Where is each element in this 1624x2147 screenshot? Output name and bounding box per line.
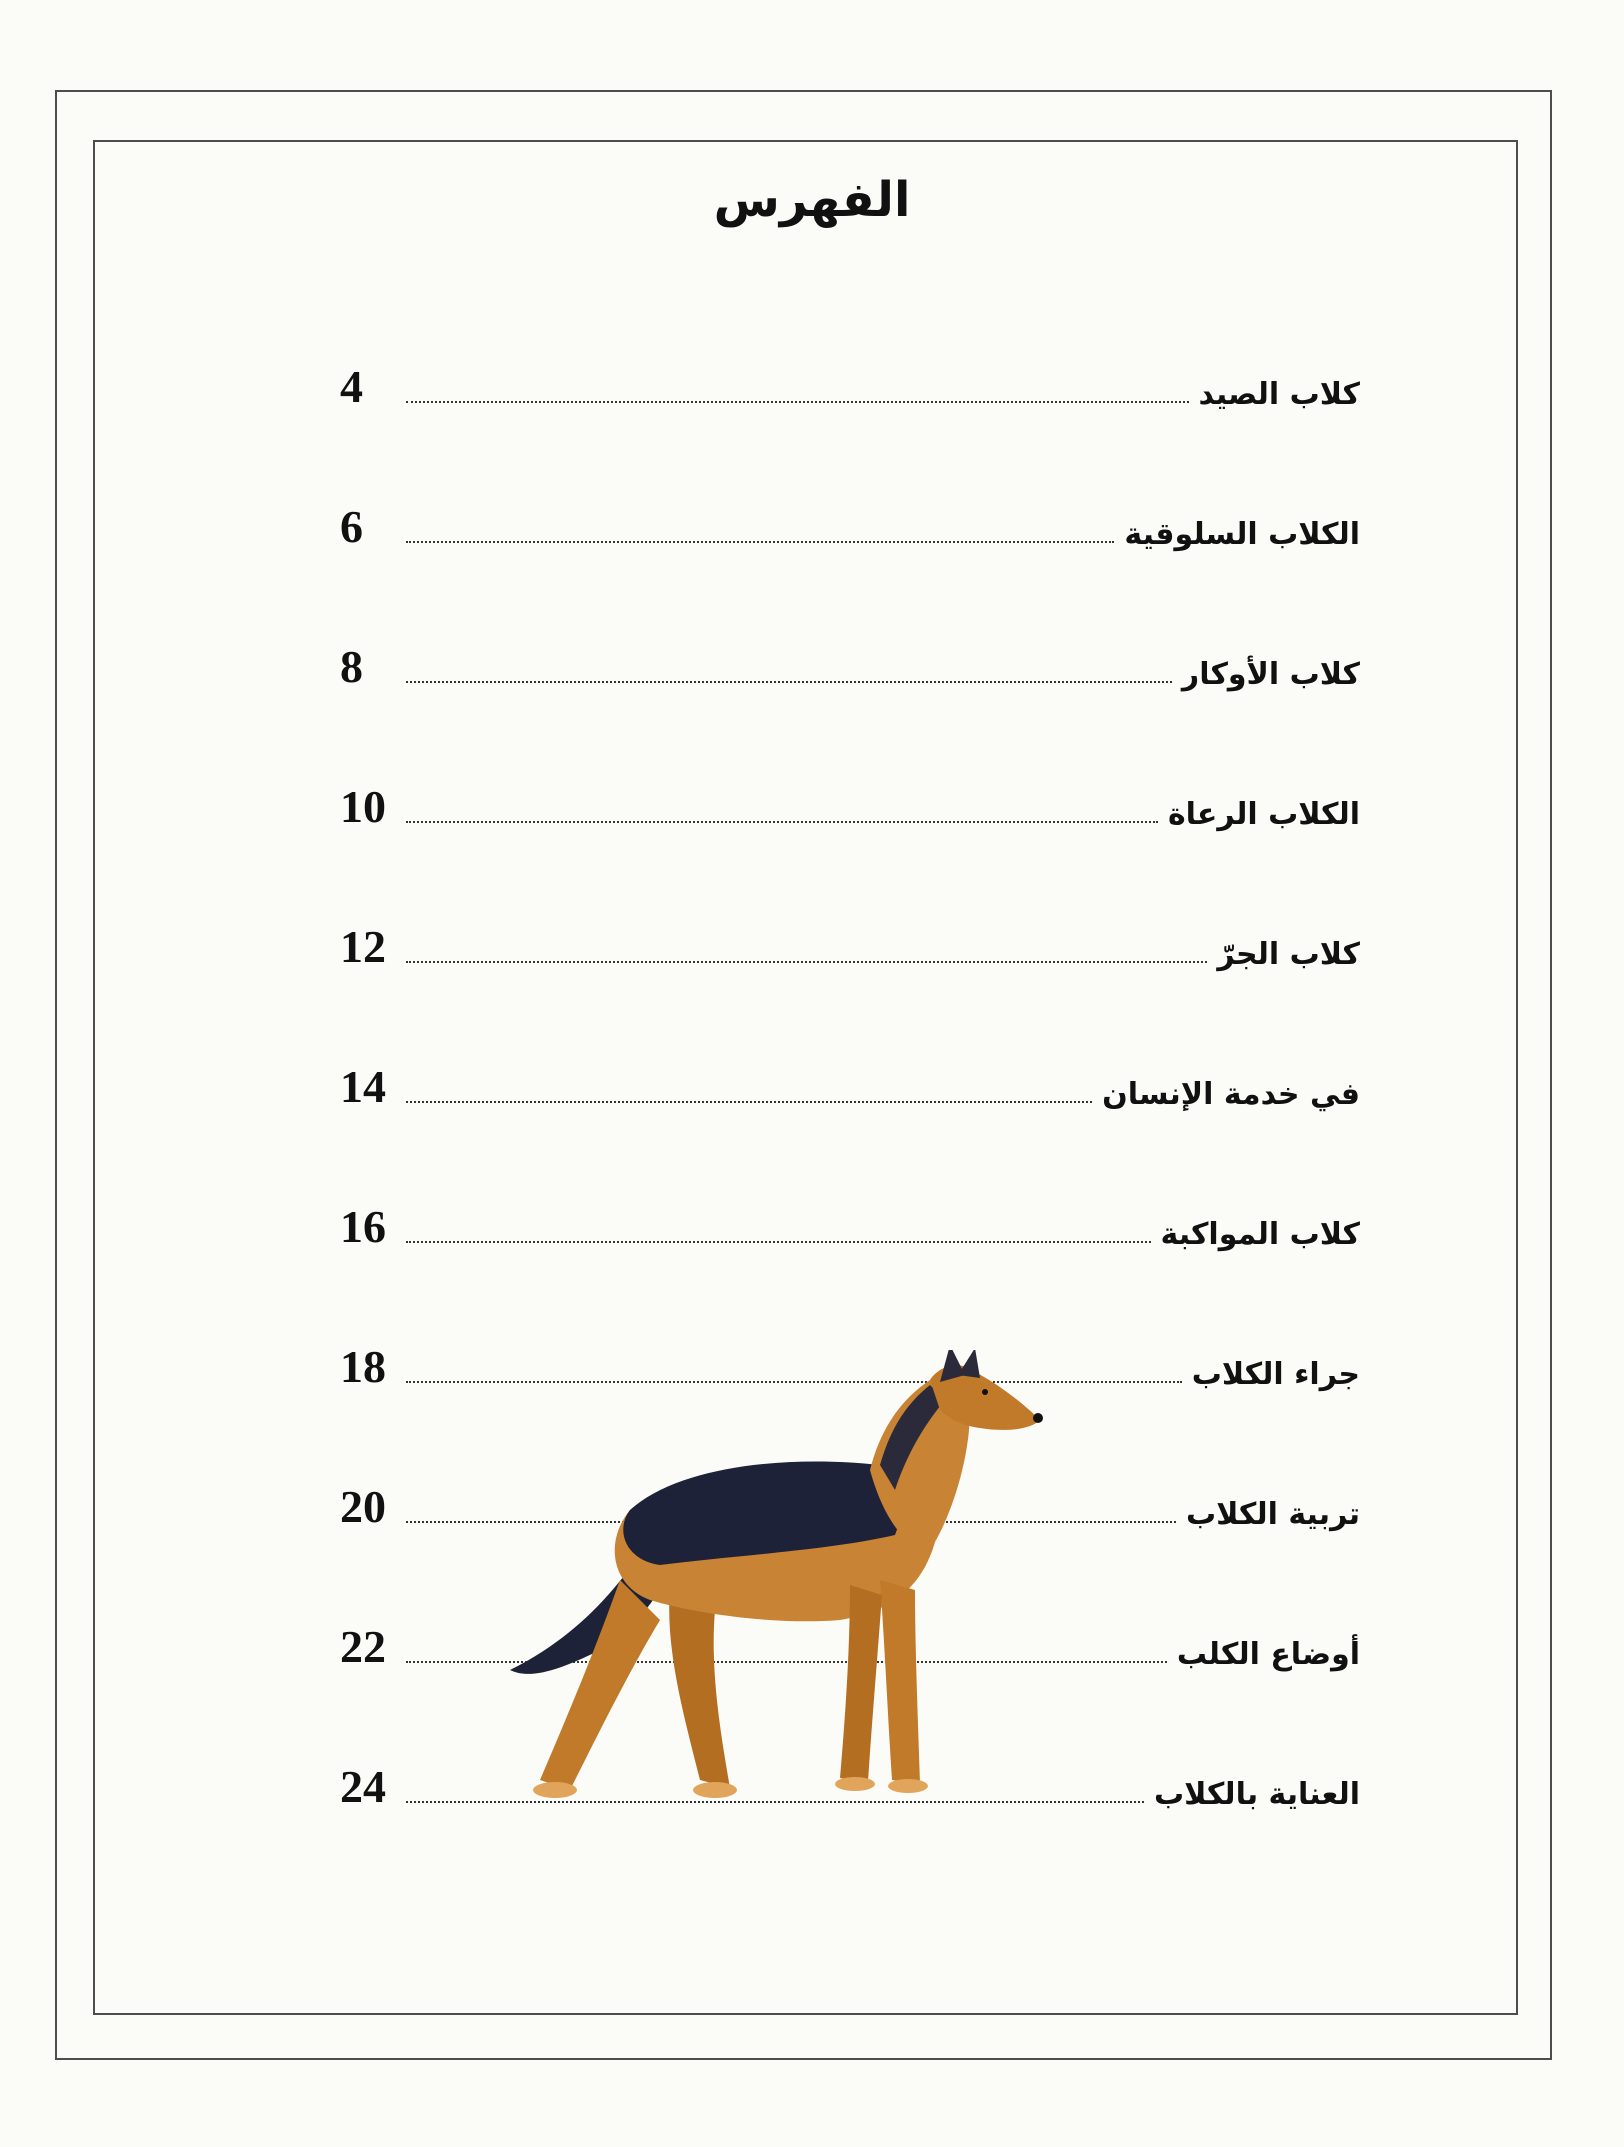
- toc-page-number: 8: [340, 641, 363, 692]
- page-title: الفهرس: [713, 172, 911, 228]
- dog-paw: [835, 1777, 875, 1791]
- toc-entry[interactable]: [340, 900, 1360, 970]
- dog-paw: [693, 1782, 737, 1798]
- toc-entry-title: كلاب الصيد: [1198, 377, 1360, 412]
- toc-entry[interactable]: [340, 480, 1360, 550]
- dog-paw: [533, 1782, 577, 1798]
- toc-page-number: 20: [340, 1481, 386, 1532]
- dog-eye: [982, 1389, 988, 1395]
- toc-entry[interactable]: [340, 760, 1360, 830]
- toc-page-number: 16: [340, 1201, 386, 1252]
- toc-page-number: 18: [340, 1341, 386, 1392]
- toc-page-number: 24: [340, 1761, 386, 1812]
- toc-entry-title: الكلاب الرعاة: [1167, 797, 1360, 832]
- dog-paw: [888, 1779, 928, 1793]
- toc-entry-title: الكلاب السلوقية: [1124, 517, 1360, 552]
- toc-entry-title: العناية بالكلاب: [1153, 1777, 1360, 1812]
- dot-leader: [406, 1101, 1092, 1103]
- toc-page-number: 22: [340, 1621, 386, 1672]
- toc-page-number: 10: [340, 781, 386, 832]
- toc-page-number: 14: [340, 1061, 386, 1112]
- toc-entry-title: جراء الكلاب: [1191, 1357, 1360, 1392]
- dot-leader: [406, 821, 1158, 823]
- toc-entry[interactable]: [340, 1180, 1360, 1250]
- toc-entry-title: أوضاع الكلب: [1176, 1637, 1360, 1672]
- toc-page-number: 4: [340, 361, 363, 412]
- dog-front-leg: [880, 1580, 920, 1784]
- dog-hind-leg: [669, 1590, 730, 1788]
- toc-page-number: 12: [340, 921, 386, 972]
- toc-page-number: 6: [340, 501, 363, 552]
- german-shepherd-illustration: [500, 1350, 1100, 1810]
- dot-leader: [406, 681, 1172, 683]
- toc-entry-title: كلاب الجرّ: [1217, 937, 1360, 972]
- dot-leader: [406, 541, 1114, 543]
- dog-ear: [958, 1350, 980, 1378]
- dog-nose: [1033, 1413, 1043, 1423]
- dot-leader: [406, 1241, 1151, 1243]
- toc-entry[interactable]: [340, 1040, 1360, 1110]
- toc-entry-title: تربية الكلاب: [1186, 1497, 1360, 1532]
- dot-leader: [406, 401, 1189, 403]
- toc-entry[interactable]: [340, 340, 1360, 410]
- dot-leader: [406, 961, 1207, 963]
- toc-entry-title: في خدمة الإنسان: [1102, 1077, 1360, 1112]
- toc-entry-title: كلاب المواكبة: [1160, 1217, 1360, 1252]
- toc-entry[interactable]: [340, 620, 1360, 690]
- toc-entry-title: كلاب الأوكار: [1181, 657, 1360, 692]
